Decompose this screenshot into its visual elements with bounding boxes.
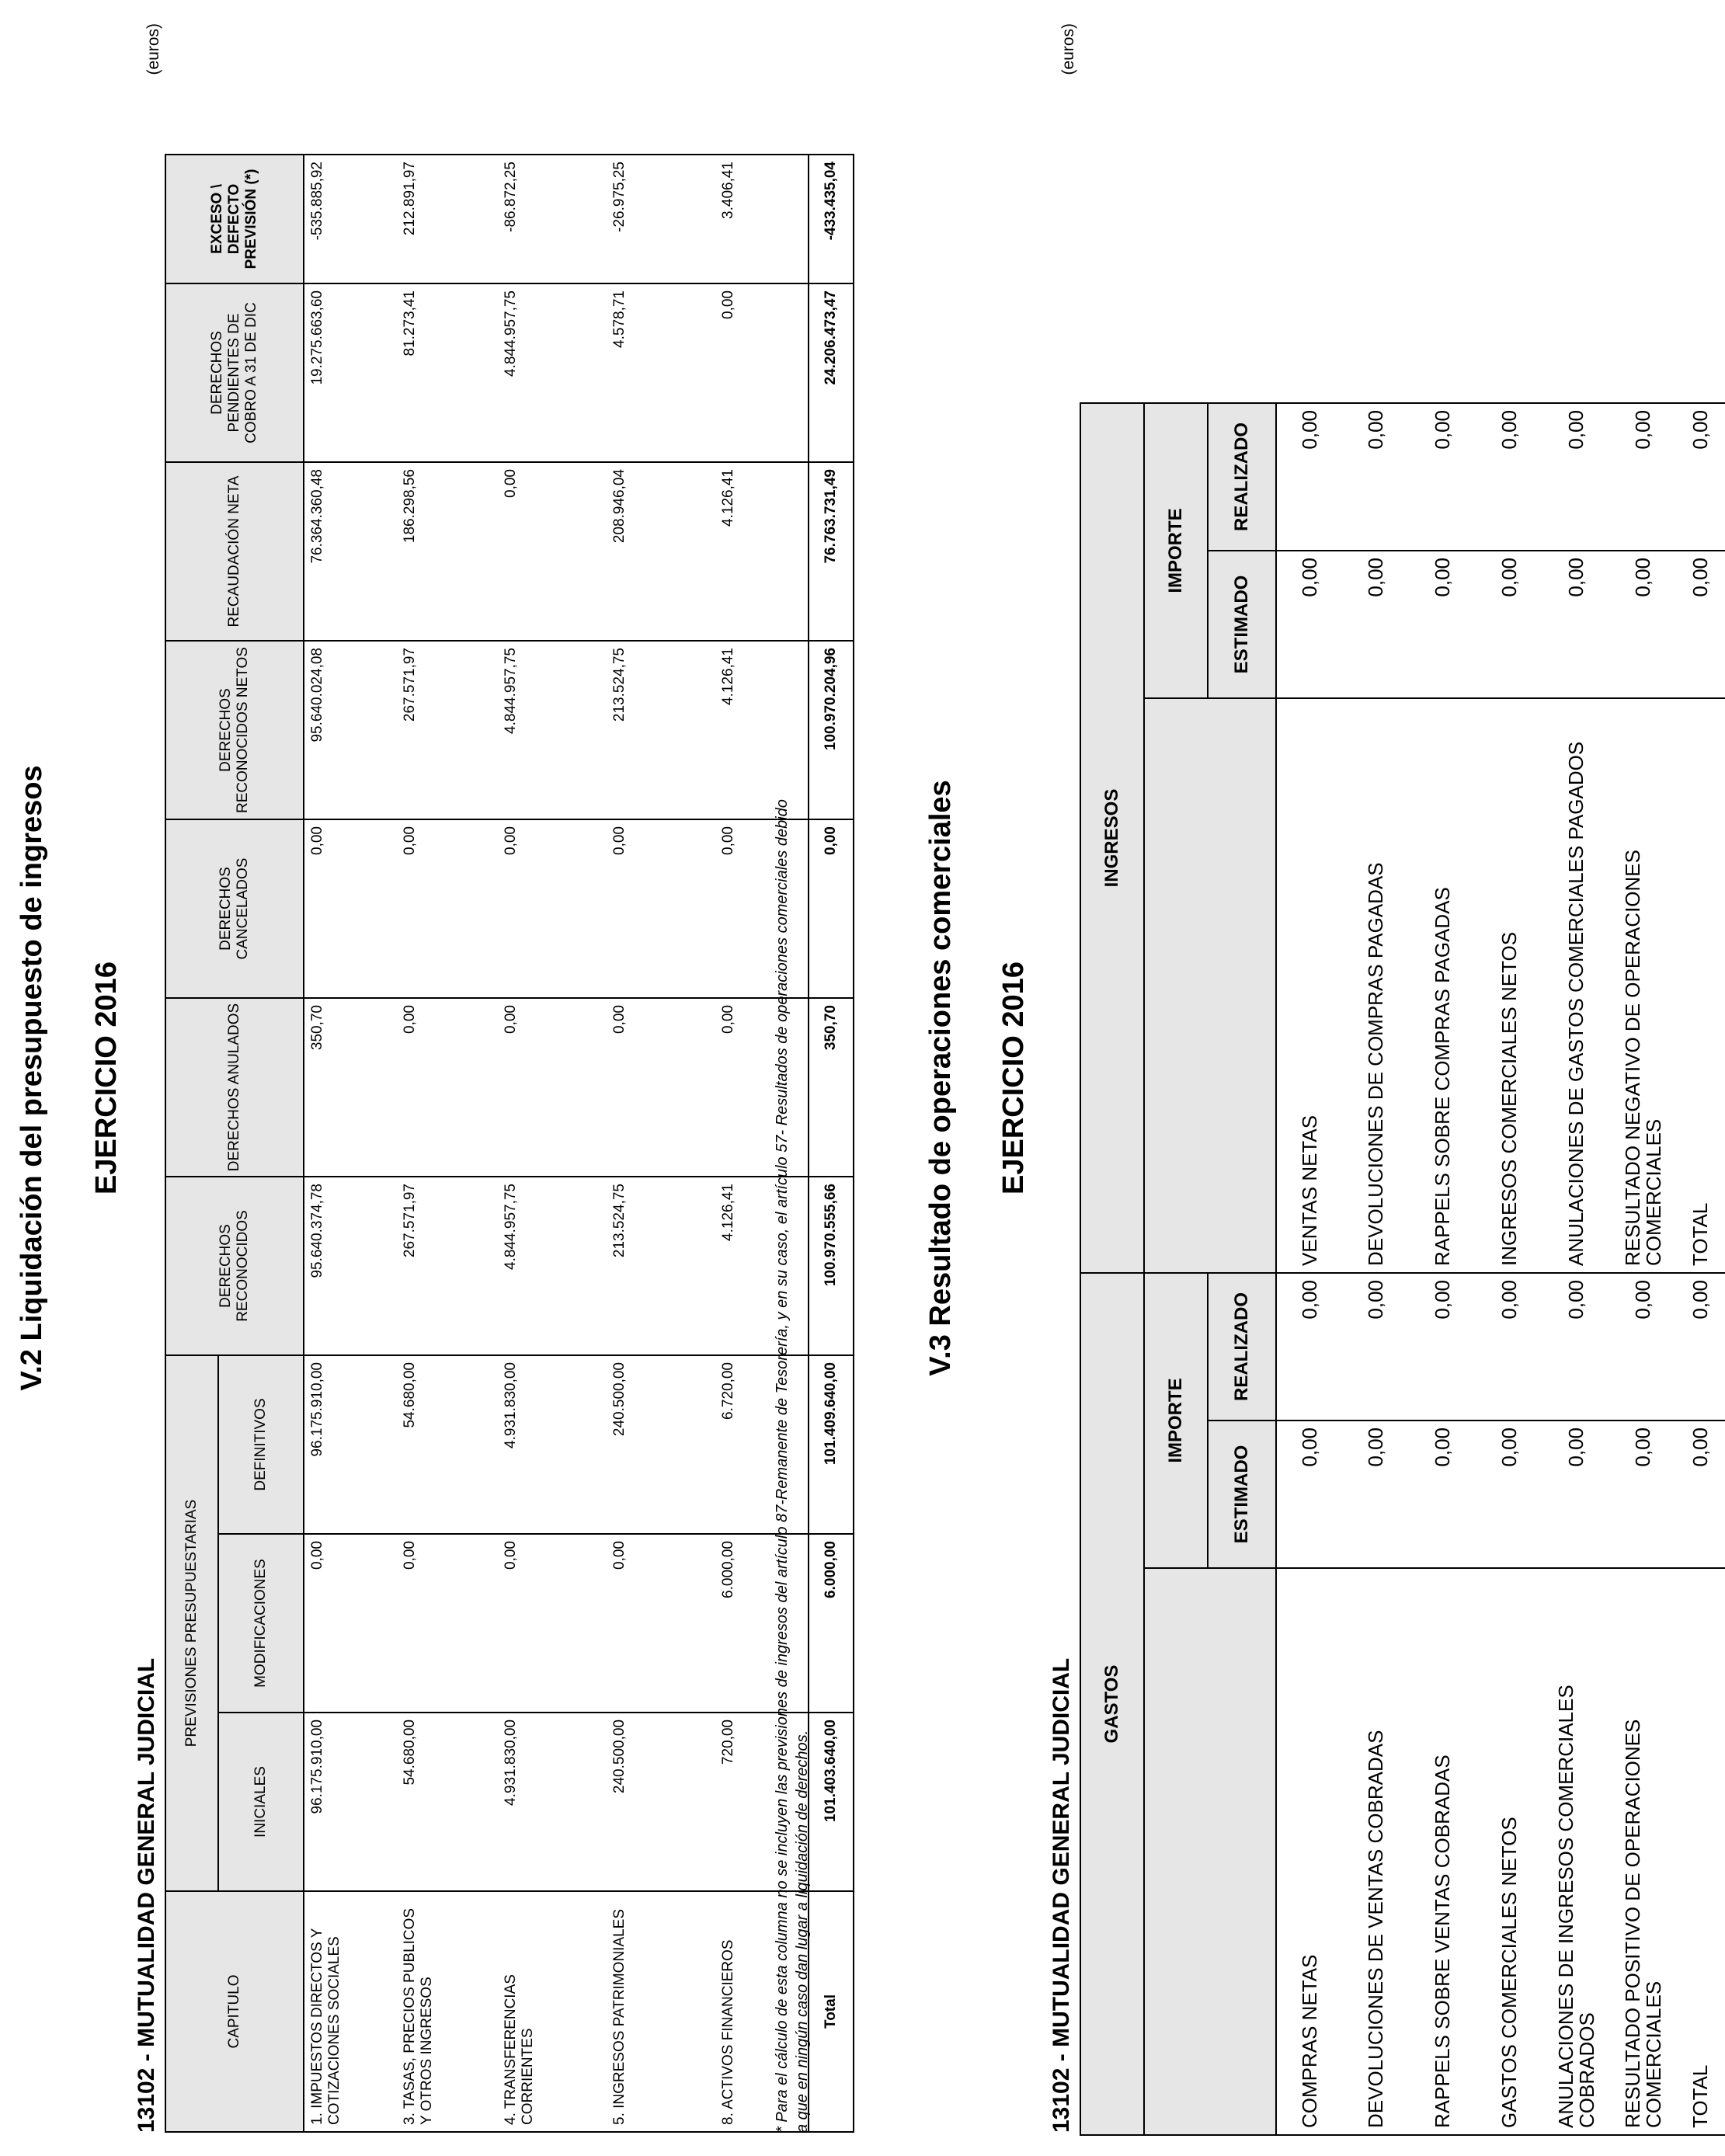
total-anulados: 350,70 <box>809 998 854 1177</box>
gastos-importe-header: IMPORTE <box>1144 1273 1208 1568</box>
row-definitivos: 96.175.910,00 <box>304 1355 397 1534</box>
v2-header-iniciales: INICIALES <box>218 1713 304 1891</box>
row-capitulo: 8. ACTIVOS FINANCIEROS <box>715 1891 809 2132</box>
row-modificaciones: 0,00 <box>498 1534 607 1713</box>
row-anulados: 0,00 <box>498 998 607 1177</box>
v2-currency: (euros) <box>144 23 162 75</box>
row-recaudacion: 208.946,04 <box>607 462 715 641</box>
ingresos-importe-header: IMPORTE <box>1144 403 1208 698</box>
v2-entity: 13102 - MUTUALIDAD GENERAL JUDICIAL <box>134 1657 159 2133</box>
v3-title: V.3 Resultado de operaciones comerciales <box>924 780 957 1376</box>
row-exceso: -86.872,25 <box>498 155 607 283</box>
gastos-estimado-header: ESTIMADO <box>1208 1421 1276 1568</box>
table-row <box>1476 403 1543 2135</box>
ingresos-label: ANULACIONES DE GASTOS COMERCIALES PAGADOS <box>1543 698 1610 1273</box>
row-cancelados: 0,00 <box>304 819 397 998</box>
gastos-realizado: 0,00 <box>1476 1273 1543 1421</box>
row-pendientes: 19.275.663,60 <box>304 283 397 462</box>
row-modificaciones: 6.000,00 <box>715 1534 809 1713</box>
total-row <box>809 155 854 2132</box>
table-row <box>1343 403 1410 2135</box>
ingresos-total-estimado: 0,00 <box>1677 551 1725 698</box>
ingresos-estimado-header: ESTIMADO <box>1208 551 1276 698</box>
gastos-label: GASTOS COMERCIALES NETOS <box>1476 1568 1543 2135</box>
total-recaudacion: 76.763.731,49 <box>809 462 854 641</box>
row-definitivos: 240.500,00 <box>607 1355 715 1534</box>
row-definitivos: 54.680,00 <box>397 1355 498 1534</box>
gastos-label: RAPPELS SOBRE VENTAS COBRADAS <box>1410 1568 1476 2135</box>
row-capitulo: 5. INGRESOS PATRIMONIALES <box>607 1891 715 2132</box>
row-exceso: -535.885,92 <box>304 155 397 283</box>
row-capitulo: 4. TRANSFERENCIAS CORRIENTES <box>498 1891 607 2132</box>
gastos-header: GASTOS <box>1080 1273 1144 2135</box>
gastos-realizado: 0,00 <box>1276 1273 1343 1421</box>
ingresos-blank-header <box>1144 698 1276 1273</box>
table-row <box>304 155 397 2132</box>
v3-table <box>1080 402 1725 2136</box>
v2-header-derechos-netos: DERECHOS RECONOCIDOS NETOS <box>165 641 304 819</box>
ingresos-estimado: 0,00 <box>1610 551 1677 698</box>
table-row <box>607 155 715 2132</box>
row-cancelados: 0,00 <box>607 819 715 998</box>
ingresos-total-label: TOTAL <box>1677 698 1725 1273</box>
ingresos-label: VENTAS NETAS <box>1276 698 1343 1273</box>
table-row <box>1543 403 1610 2135</box>
gastos-label: ANULACIONES DE INGRESOS COMERCIALES COBRADOS <box>1543 1568 1610 2135</box>
row-exceso: -26.975,25 <box>607 155 715 283</box>
gastos-blank-header <box>1144 1568 1276 2135</box>
row-modificaciones: 0,00 <box>607 1534 715 1713</box>
row-pendientes: 4.844.957,75 <box>498 283 607 462</box>
v2-header-previsiones: PREVISIONES PRESUPUESTARIAS <box>165 1355 218 1891</box>
row-iniciales: 240.500,00 <box>607 1713 715 1891</box>
row-capitulo: 3. TASAS, PRECIOS PUBLICOS Y OTROS INGRESOS <box>397 1891 498 2132</box>
row-exceso: 212.891,97 <box>397 155 498 283</box>
gastos-estimado: 0,00 <box>1476 1421 1543 1568</box>
total-netos: 100.970.204,96 <box>809 641 854 819</box>
gastos-label: DEVOLUCIONES DE VENTAS COBRADAS <box>1343 1568 1410 2135</box>
ingresos-label: RAPPELS SOBRE COMPRAS PAGADAS <box>1410 698 1476 1273</box>
gastos-realizado: 0,00 <box>1410 1273 1476 1421</box>
table-row <box>1276 403 1343 2135</box>
gastos-realizado-header: REALIZADO <box>1208 1273 1276 1421</box>
v3-currency: (euros) <box>1059 23 1077 75</box>
v2-header-modificaciones: MODIFICACIONES <box>218 1534 304 1713</box>
total-cancelados: 0,00 <box>809 819 854 998</box>
row-anulados: 0,00 <box>397 998 498 1177</box>
row-anulados: 0,00 <box>607 998 715 1177</box>
v2-header-derechos-cancelados: DERECHOS CANCELADOS <box>165 819 304 998</box>
total-pendientes: 24.206.473,47 <box>809 283 854 462</box>
table-row <box>397 155 498 2132</box>
gastos-estimado: 0,00 <box>1410 1421 1476 1568</box>
ingresos-estimado: 0,00 <box>1343 551 1410 698</box>
row-iniciales: 96.175.910,00 <box>304 1713 397 1891</box>
ingresos-total-realizado: 0,00 <box>1677 403 1725 551</box>
gastos-estimado: 0,00 <box>1543 1421 1610 1568</box>
row-cancelados: 0,00 <box>397 819 498 998</box>
gastos-label: COMPRAS NETAS <box>1276 1568 1343 2135</box>
row-cancelados: 0,00 <box>498 819 607 998</box>
row-iniciales: 720,00 <box>715 1713 809 1891</box>
ingresos-label: INGRESOS COMERCIALES NETOS <box>1476 698 1543 1273</box>
ingresos-realizado: 0,00 <box>1276 403 1343 551</box>
row-pendientes: 0,00 <box>715 283 809 462</box>
table-row <box>1610 403 1677 2135</box>
row-reconocidos: 95.640.374,78 <box>304 1177 397 1355</box>
row-netos: 213.524,75 <box>607 641 715 819</box>
row-netos: 95.640.024,08 <box>304 641 397 819</box>
v2-footnote: * Para el cálculo de esta columna no se incluyen las previsiones de ingresos del artículo 87-Remanente de Tesorería, y en su caso, el artículo 57- Resultados de operaciones comerciales debido a que en ningún caso dan lugar a liquidación de derechos. <box>774 799 811 2133</box>
row-netos: 267.571,97 <box>397 641 498 819</box>
v2-header-definitivos: DEFINITIVOS <box>218 1355 304 1534</box>
table-row <box>1410 403 1476 2135</box>
ingresos-label: DEVOLUCIONES DE COMPRAS PAGADAS <box>1343 698 1410 1273</box>
total-exceso: -433.435,04 <box>809 155 854 283</box>
row-recaudacion: 186.298,56 <box>397 462 498 641</box>
v2-header-exceso: EXCESO \ DEFECTO PREVISIÓN (*) <box>165 155 304 283</box>
row-netos: 4.844.957,75 <box>498 641 607 819</box>
gastos-estimado: 0,00 <box>1343 1421 1410 1568</box>
total-label: Total <box>809 1891 854 2132</box>
row-definitivos: 4.931.830,00 <box>498 1355 607 1534</box>
ingresos-realizado: 0,00 <box>1610 403 1677 551</box>
v2-title: V.2 Liquidación del presupuesto de ingresos <box>16 765 48 1391</box>
total-row <box>1677 403 1725 2135</box>
ingresos-estimado: 0,00 <box>1543 551 1610 698</box>
v3-entity: 13102 - MUTUALIDAD GENERAL JUDICIAL <box>1049 1657 1074 2133</box>
v2-header-derechos-anulados: DERECHOS ANULADOS <box>165 998 304 1177</box>
row-modificaciones: 0,00 <box>304 1534 397 1713</box>
table-row <box>498 155 607 2132</box>
row-pendientes: 4.578,71 <box>607 283 715 462</box>
row-recaudacion: 76.364.360,48 <box>304 462 397 641</box>
v2-header-pendientes: DERECHOS PENDIENTES DE COBRO A 31 DE DIC <box>165 283 304 462</box>
total-modificaciones: 6.000,00 <box>809 1534 854 1713</box>
ingresos-header: INGRESOS <box>1080 403 1144 1273</box>
ingresos-estimado: 0,00 <box>1276 551 1343 698</box>
row-pendientes: 81.273,41 <box>397 283 498 462</box>
row-capitulo: 1. IMPUESTOS DIRECTOS Y COTIZACIONES SOCIALES <box>304 1891 397 2132</box>
gastos-estimado: 0,00 <box>1610 1421 1677 1568</box>
gastos-realizado: 0,00 <box>1343 1273 1410 1421</box>
gastos-total-label: TOTAL <box>1677 1568 1725 2135</box>
ingresos-realizado-header: REALIZADO <box>1208 403 1276 551</box>
row-reconocidos: 4.126,41 <box>715 1177 809 1355</box>
row-recaudacion: 4.126,41 <box>715 462 809 641</box>
v3-ejercicio: EJERCICIO 2016 <box>997 962 1030 1194</box>
v2-table <box>165 154 854 2133</box>
row-modificaciones: 0,00 <box>397 1534 498 1713</box>
ingresos-realizado: 0,00 <box>1543 403 1610 551</box>
row-anulados: 350,70 <box>304 998 397 1177</box>
row-definitivos: 6.720,00 <box>715 1355 809 1534</box>
row-reconocidos: 4.844.957,75 <box>498 1177 607 1355</box>
gastos-estimado: 0,00 <box>1276 1421 1343 1568</box>
gastos-total-realizado: 0,00 <box>1677 1273 1725 1421</box>
row-reconocidos: 267.571,97 <box>397 1177 498 1355</box>
v2-ejercicio: EJERCICIO 2016 <box>90 962 123 1194</box>
gastos-realizado: 0,00 <box>1543 1273 1610 1421</box>
row-anulados: 0,00 <box>715 998 809 1177</box>
ingresos-label: RESULTADO NEGATIVO DE OPERACIONES COMERCIALES <box>1610 698 1677 1273</box>
gastos-realizado: 0,00 <box>1610 1273 1677 1421</box>
v2-header-capitulo: CAPITULO <box>165 1891 304 2132</box>
v2-header-recaudacion: RECAUDACIÓN NETA <box>165 462 304 641</box>
gastos-total-estimado: 0,00 <box>1677 1421 1725 1568</box>
row-iniciales: 54.680,00 <box>397 1713 498 1891</box>
total-reconocidos: 100.970.555,66 <box>809 1177 854 1355</box>
row-iniciales: 4.931.830,00 <box>498 1713 607 1891</box>
ingresos-realizado: 0,00 <box>1476 403 1543 551</box>
row-reconocidos: 213.524,75 <box>607 1177 715 1355</box>
total-iniciales: 101.403.640,00 <box>809 1713 854 1891</box>
ingresos-realizado: 0,00 <box>1410 403 1476 551</box>
ingresos-estimado: 0,00 <box>1410 551 1476 698</box>
row-recaudacion: 0,00 <box>498 462 607 641</box>
row-exceso: 3.406,41 <box>715 155 809 283</box>
v2-header-derechos-reconocidos: DERECHOS RECONOCIDOS <box>165 1177 304 1355</box>
total-definitivos: 101.409.640,00 <box>809 1355 854 1534</box>
ingresos-estimado: 0,00 <box>1476 551 1543 698</box>
row-netos: 4.126,41 <box>715 641 809 819</box>
row-cancelados: 0,00 <box>715 819 809 998</box>
gastos-label: RESULTADO POSITIVO DE OPERACIONES COMERCIALES <box>1610 1568 1677 2135</box>
ingresos-realizado: 0,00 <box>1343 403 1410 551</box>
